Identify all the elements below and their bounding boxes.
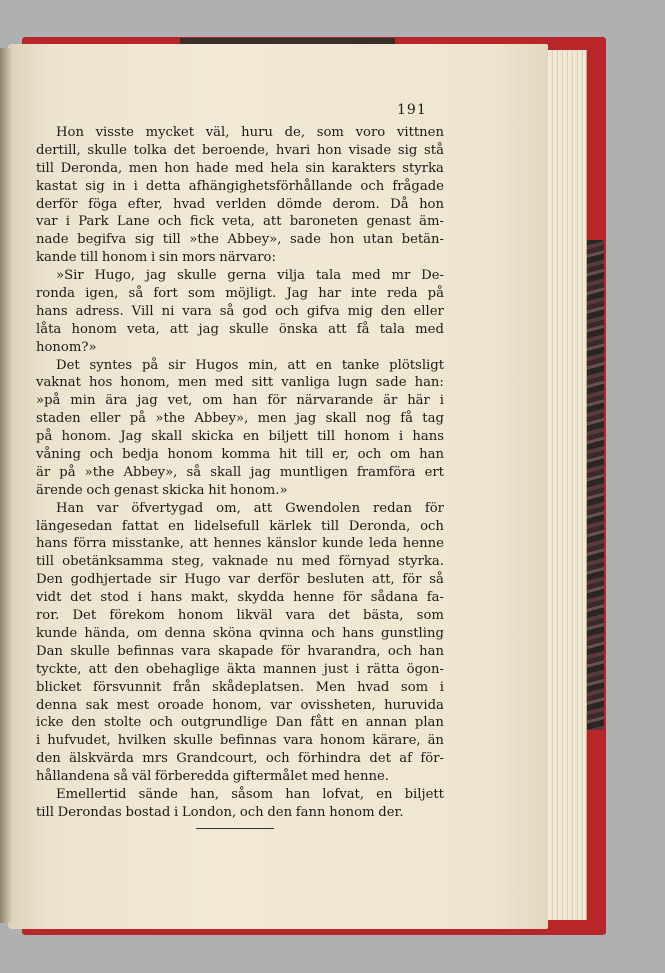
page-gutter (0, 48, 14, 923)
text-line: blicket försvunnit från skådeplatsen. Men hvad som i (36, 679, 444, 695)
text-line: ronda igen, så fort som möjligt. Jag har inte reda på (36, 286, 444, 302)
text-line: »på min ära jag vet, om han för närvarande är här i (36, 393, 444, 409)
text-line: kunde hända, om denna sköna qvinna och hans gunstling (36, 625, 444, 641)
text-line: nade begifva sig till »the Abbey», sade hon utan betän- (36, 232, 444, 248)
text-line: derför föga efter, hvad verlden dömde derom. Då hon (36, 196, 444, 212)
text-line: till Derondas bostad i London, och den fann honom der. (36, 804, 404, 820)
text-line: var i Park Lane och fick veta, att baroneten genast äm- (36, 214, 444, 230)
text-line: den älskvärda mrs Grandcourt, och förhindra det af för- (36, 751, 444, 767)
text-line: längesedan fattat en lidelsefull kärlek till Deronda, och (36, 518, 444, 534)
text-line: Han var öfvertygad om, att Gwendolen redan för (56, 500, 444, 516)
body-text (36, 124, 444, 822)
text-line: är på »the Abbey», så skall jag muntligen framföra ert (36, 464, 444, 480)
text-line: kastat sig in i detta afhängighetsförhållande och frågade (36, 178, 444, 194)
text-line: Emellertid sände han, såsom han lofvat, en biljett (56, 786, 444, 802)
text-line: på honom. Jag skall skicka en biljett till honom i hans (36, 429, 444, 445)
text-line: tyckte, att den obehaglige äkta mannen just i rätta ögon- (36, 661, 444, 677)
text-line: Det syntes på sir Hugos min, att en tanke plötsligt (56, 357, 444, 373)
page-number: 191 (397, 102, 427, 118)
text-line: hans adress. Vill ni vara så god och gifva mig den eller (36, 303, 444, 319)
text-line: staden eller på »the Abbey», men jag skall nog få tag (36, 411, 444, 427)
text-line: honom?» (36, 339, 97, 355)
text-line: ror. Det förekom honom likväl vara det bästa, som (36, 608, 444, 624)
text-line: hållandena så väl förberedda giftermålet med henne. (36, 769, 389, 785)
text-line: låta honom veta, att jag skulle önska att få tala med (36, 321, 444, 337)
text-line: Dan skulle befinnas vara skapade för hvarandra, och han (36, 643, 444, 659)
text-line: kande till honom i sin mors närvaro: (36, 250, 276, 266)
section-divider-rule (196, 828, 274, 829)
text-line: »Sir Hugo, jag skulle gerna vilja tala med mr De- (56, 268, 444, 284)
text-line: till Deronda, men hon hade med hela sin karakters styrka (36, 160, 444, 176)
text-line: i hufvudet, hvilken skulle befinnas vara honom kärare, än (36, 733, 444, 749)
text-line: icke den stolte och outgrundlige Dan fått en annan plan (36, 715, 444, 731)
text-line: till obetänksamma steg, vaknade nu med förnyad styrka. (36, 554, 444, 570)
marbled-edge (584, 240, 604, 730)
text-line: Hon visste mycket väl, huru de, som voro vittnen (56, 125, 444, 140)
text-line: dertill, skulle tolka det beroende, hvari hon visade sig stå (36, 142, 444, 158)
text-line: hans förra misstanke, att hennes känslor kunde leda henne (36, 536, 444, 552)
text-line: Den godhjertade sir Hugo var derför besluten att, för så (36, 572, 444, 588)
text-line: våning och bedja honom komma hit till er, och om han (36, 447, 444, 463)
text-line: vaknat hos honom, men med sitt vanliga lugn sade han: (36, 375, 444, 391)
text-line: denna sak mest oroade honom, var ovissheten, huruvida (36, 697, 444, 713)
text-line: ärende och genast skicka hit honom.» (36, 482, 288, 498)
text-line: vidt det stod i hans makt, skydda henne för sådana fa- (36, 590, 444, 606)
